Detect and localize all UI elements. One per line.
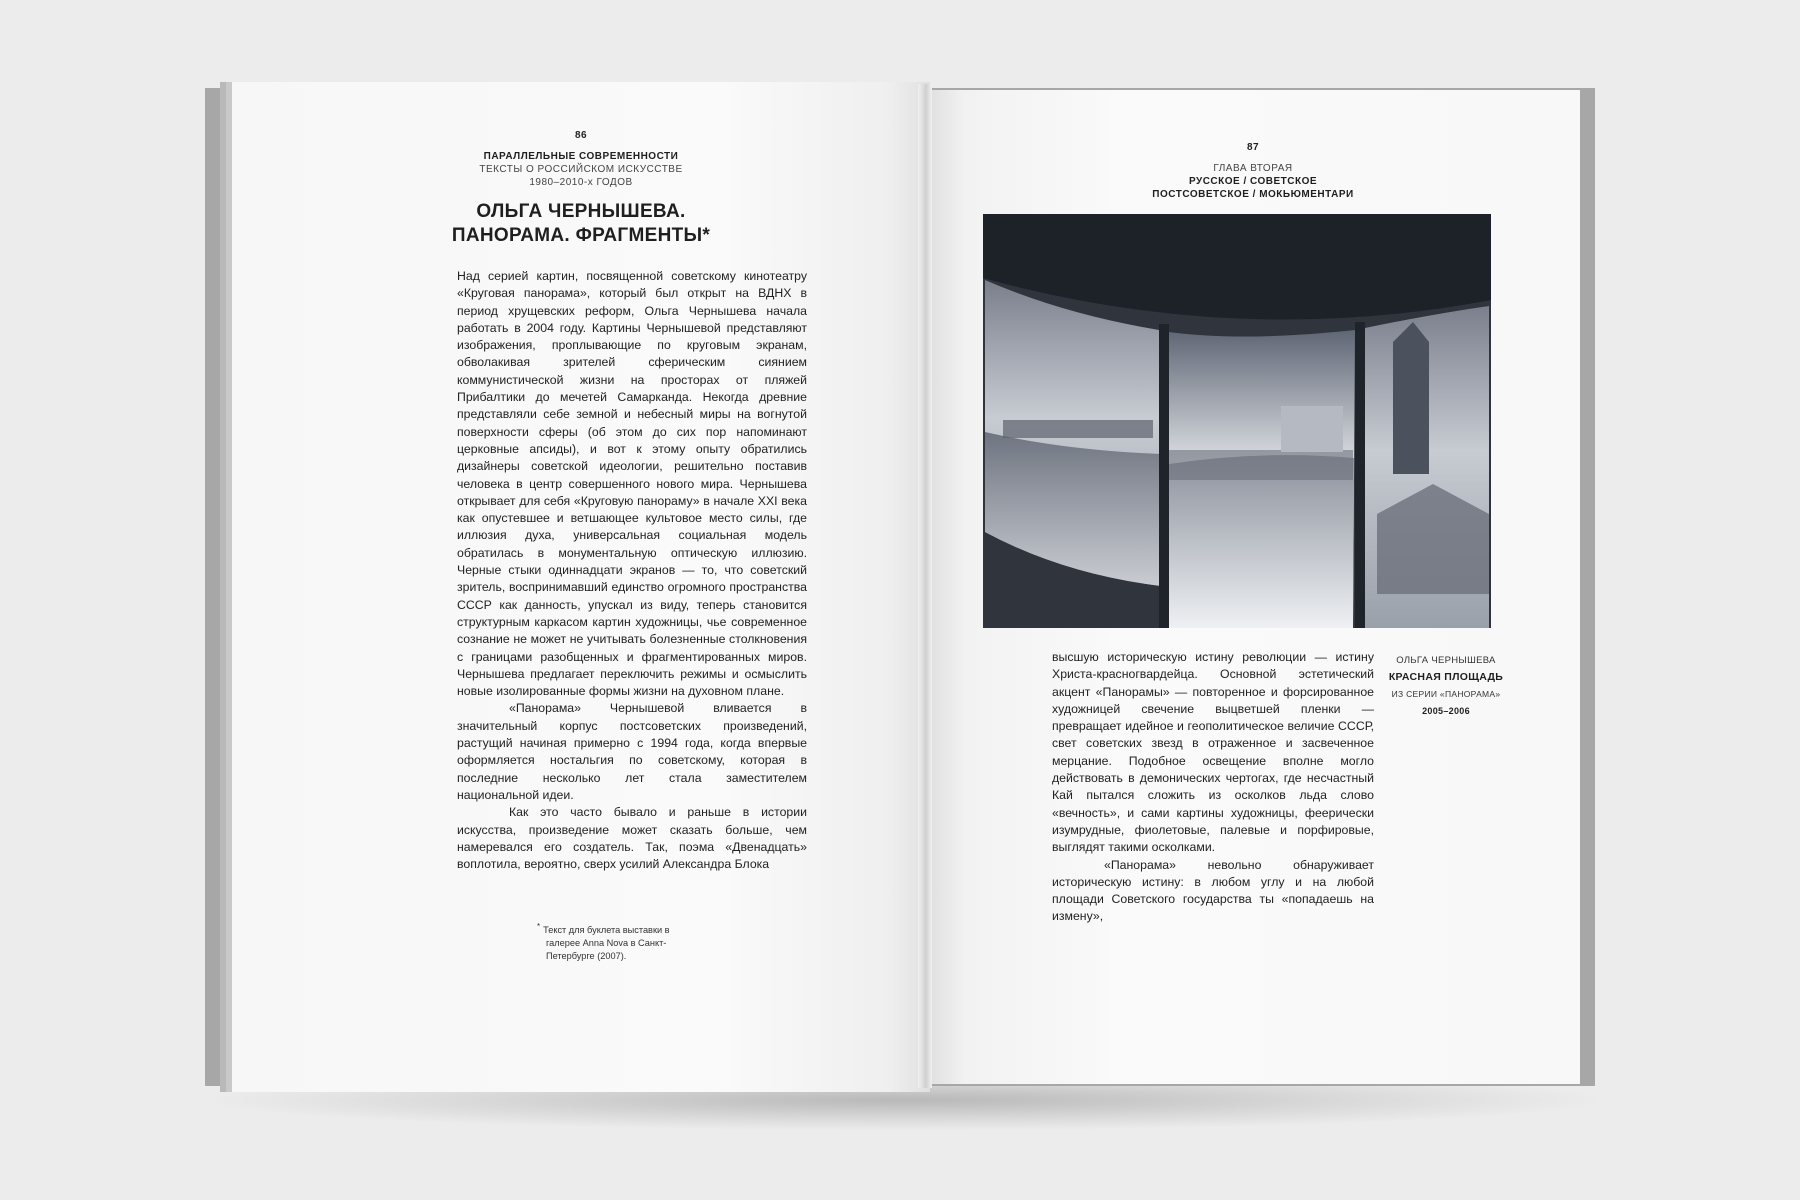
screen-left-buildings bbox=[1003, 420, 1153, 438]
running-head-right bbox=[926, 141, 1580, 201]
screen-middle-ground bbox=[1169, 455, 1354, 628]
caption-artist: ОЛЬГА ЧЕРНЫШЕВА bbox=[1396, 655, 1496, 666]
screen-right-tower bbox=[1393, 322, 1429, 474]
footnote bbox=[537, 920, 696, 963]
body-text-right bbox=[1052, 649, 1374, 926]
footnote-mark: * bbox=[537, 922, 541, 931]
book-title: ПАРАЛЛЕЛЬНЫЕ СОВРЕМЕННОСТИ bbox=[483, 151, 679, 162]
article-title bbox=[232, 200, 930, 248]
page-number-right: 87 bbox=[1246, 142, 1260, 153]
paragraph: высшую историческую истину революции — истину Христа-красногвардейца. Основной эстетический акцент «Панорамы» — повторенное и форсированное художницей свечение выцветшей пленки — превращает идейное и геополитическое величие СССР, свет советских звезд в отраженное и засвеченное мерцание. Подобное освещение вполне могло действовать в демонических чертогах, где несчастный Кай пытался сложить из осколков льда слово «вечность», и сами картины художницы, феерически изумрудные, фиолетовые, палевые и порфировые, выглядят такими осколками. bbox=[1052, 650, 1374, 855]
footnote-text: Текст для буклета выставки в галерее Anna Nova в Санкт-Петербурге (2007). bbox=[543, 925, 670, 962]
page-number-left: 86 bbox=[574, 130, 588, 141]
screen-divider bbox=[1159, 324, 1169, 628]
body-text-left bbox=[457, 268, 807, 873]
book-subtitle: ТЕКСТЫ О РОССИЙСКОМ ИСКУССТВЕ bbox=[479, 164, 683, 175]
paragraph: Как это часто бывало и раньше в истории искусства, произведение может сказать больше, чем намеревался его создатель. Так, поэма «Двенадцать» воплотила, вероятно, сверх усилий Александра Блока bbox=[457, 805, 807, 872]
screen-divider bbox=[1355, 322, 1365, 628]
screen-middle-wall bbox=[1169, 450, 1353, 480]
chapter-title: РУССКОЕ / СОВЕТСКОЕ bbox=[1188, 176, 1318, 187]
caption-series: ИЗ СЕРИИ «ПАНОРАМА» bbox=[1391, 689, 1501, 699]
caption-title: КРАСНАЯ ПЛОЩАДЬ bbox=[1388, 671, 1504, 683]
paragraph: «Панорама» Чернышевой вливается в значительный корпус постсоветских произведений, растущий начиная примерно с 1994 года, когда впервые оформляется ностальгия по советскому, которая в последние несколько лет стала заместителем национальной идеи. bbox=[457, 701, 807, 802]
caption-years: 2005–2006 bbox=[1422, 706, 1470, 716]
paragraph: Над серией картин, посвященной советскому кинотеатру «Круговая панорама», который был открыт на ВДНХ в период хрущевских реформ, Ольга Чернышева начала работать в 2004 году. Картины Чернышевой представляют изображения, проплывающие по круговым экранам, обволакивая зрителей сферическим сиянием коммунистической жизни на просторах от пляжей Прибалтики до мечетей Самарканда. Некогда древние представляли себе земной и небесный миры на вогнутой поверхности сферы (об этом до сих пор напоминают церковные апсиды), и вот к этому опыту обратились дизайнеры советской идеологии, решительно поставив человека в центр совершенного нового мира. Чернышева открывает для себя «Круговую панораму» в начале XXI века как опустевшее и ветшающее культовое место силы, где иллюзия духа, универсальная социальная модель обратилась в монументальную оптическую иллюзию. Черные стыки одиннадцати экранов — то, что советский зритель, воспринимавший единство огромного пространства СССР как данность, упускал из виду, теперь становится структурным каркасом картин художницы, чье современное сознание не может не учитывать болезненные столкновения с границами разобщенных и фрагментированных миров. Чернышева предлагает переключить режимы и осмыслить новые изолированные формы жизни на духовном плане. bbox=[457, 269, 807, 699]
running-head-left bbox=[232, 129, 930, 189]
artwork-caption bbox=[1380, 652, 1512, 720]
paragraph: «Панорама» невольно обнаруживает историческую истину: в любом углу и на любой площади Советского государства ты «попадаешь на измену», bbox=[1052, 857, 1374, 924]
book-subtitle-years: 1980–2010-х ГОДОВ bbox=[529, 177, 633, 188]
article-title-line-1: ОЛЬГА ЧЕРНЫШЕВА. bbox=[476, 201, 686, 222]
artwork-painting bbox=[983, 214, 1491, 628]
article-title-line-2: ПАНОРАМА. ФРАГМЕНТЫ* bbox=[451, 225, 711, 246]
screen-middle-building bbox=[1281, 406, 1343, 452]
chapter-label: ГЛАВА ВТОРАЯ bbox=[1213, 163, 1293, 174]
chapter-title-cont: ПОСТСОВЕТСКОЕ / МОКЬЮМЕНТАРИ bbox=[1152, 189, 1354, 200]
